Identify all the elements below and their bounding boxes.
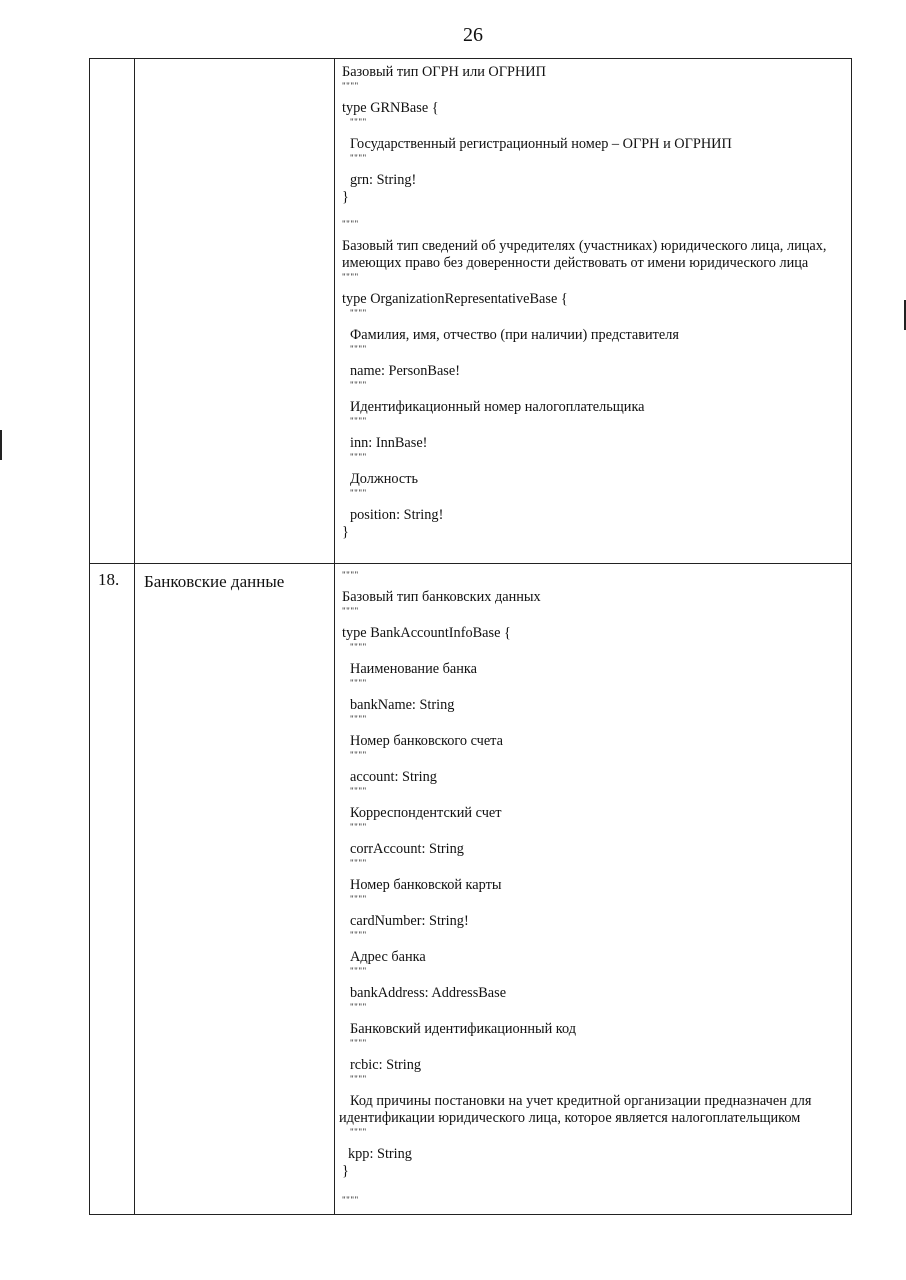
code-comment: Наименование банка — [350, 661, 477, 677]
type-declaration: type OrganizationRepresentativeBase { — [342, 291, 568, 307]
code-comment: Номер банковского счета — [350, 733, 503, 749]
docstring-quotes: """" — [350, 1127, 367, 1137]
field-declaration: corrAccount: String — [350, 841, 464, 857]
docstring-quotes: """" — [342, 81, 359, 91]
docstring-quotes: """" — [350, 117, 367, 127]
docstring-quotes: """" — [350, 786, 367, 796]
table-row — [90, 564, 852, 1215]
docstring-quotes: """" — [350, 1002, 367, 1012]
code-comment: Номер банковской карты — [350, 877, 502, 893]
field-declaration: kpp: String — [348, 1146, 412, 1162]
docstring-quotes: """" — [350, 930, 367, 940]
closing-brace: } — [342, 524, 349, 540]
row-name-cell — [135, 59, 335, 564]
docstring-quotes: """" — [350, 416, 367, 426]
code-comment: Государственный регистрационный номер – ОГРН и ОГРНИП — [350, 136, 732, 152]
docstring-quotes: """" — [350, 750, 367, 760]
docstring-quotes: """" — [350, 308, 367, 318]
code-comment: Идентификационный номер налогоплательщика — [350, 399, 645, 415]
docstring-quotes: """" — [350, 858, 367, 868]
docstring-quotes: """" — [350, 153, 367, 163]
field-declaration: account: String — [350, 769, 437, 785]
code-comment: Базовый тип ОГРН или ОГРНИП — [342, 64, 546, 80]
code-comment: Базовый тип сведений об учредителях (участниках) юридического лица, лицах, имеющих право без доверенности действовать от имени юридического лица — [342, 238, 831, 271]
scan-edge-mark — [0, 430, 2, 460]
docstring-quotes: """" — [350, 642, 367, 652]
docstring-quotes: """" — [342, 1195, 359, 1205]
page-number: 26 — [463, 24, 483, 46]
row-name-cell: Банковские данные — [135, 564, 335, 1215]
docstring-quotes: """" — [350, 1038, 367, 1048]
field-declaration: grn: String! — [350, 172, 417, 188]
specification-table — [89, 58, 852, 1215]
docstring-quotes: """" — [350, 822, 367, 832]
code-comment: идентификации юридического лица, которое является налогоплательщиком — [339, 1110, 801, 1126]
field-declaration: name: PersonBase! — [350, 363, 460, 379]
docstring-quotes: """" — [350, 344, 367, 354]
type-declaration: type BankAccountInfoBase { — [342, 625, 511, 641]
docstring-quotes: """" — [350, 678, 367, 688]
closing-brace: } — [342, 1163, 349, 1179]
code-comment: Банковский идентификационный код — [350, 1021, 577, 1037]
code-comment: Код причины постановки на учет кредитной организации предназначен для — [350, 1093, 812, 1109]
closing-brace: } — [342, 189, 349, 205]
row-number-cell — [90, 59, 135, 564]
field-declaration: rcbic: String — [350, 1057, 422, 1073]
code-block — [335, 59, 851, 541]
field-declaration: bankName: String — [350, 697, 455, 713]
docstring-quotes: """" — [342, 570, 359, 580]
docstring-quotes: """" — [350, 452, 367, 462]
row-code-cell — [335, 564, 852, 1215]
docstring-quotes: """" — [342, 272, 359, 282]
docstring-quotes: """" — [350, 714, 367, 724]
field-declaration: cardNumber: String! — [350, 913, 469, 929]
code-block — [335, 564, 851, 1205]
field-declaration: inn: InnBase! — [350, 435, 428, 451]
docstring-quotes: """" — [350, 380, 367, 390]
code-comment: Фамилия, имя, отчество (при наличии) представителя — [350, 327, 679, 343]
docstring-quotes: """" — [350, 966, 367, 976]
docstring-quotes: """" — [342, 606, 359, 616]
row-code-cell — [335, 59, 852, 564]
code-comment: Базовый тип банковских данных — [342, 589, 541, 605]
type-declaration: type GRNBase { — [342, 100, 439, 116]
code-comment: Адрес банка — [350, 949, 426, 965]
docstring-quotes: """" — [342, 219, 359, 229]
table-row — [90, 59, 852, 564]
field-declaration: position: String! — [350, 507, 444, 523]
docstring-quotes: """" — [350, 1074, 367, 1084]
docstring-quotes: """" — [350, 488, 367, 498]
docstring-quotes: """" — [350, 894, 367, 904]
field-declaration: bankAddress: AddressBase — [350, 985, 507, 1001]
code-comment: Должность — [350, 471, 418, 487]
row-number-cell: 18. — [90, 564, 135, 1215]
code-comment: Корреспондентский счет — [350, 805, 502, 821]
